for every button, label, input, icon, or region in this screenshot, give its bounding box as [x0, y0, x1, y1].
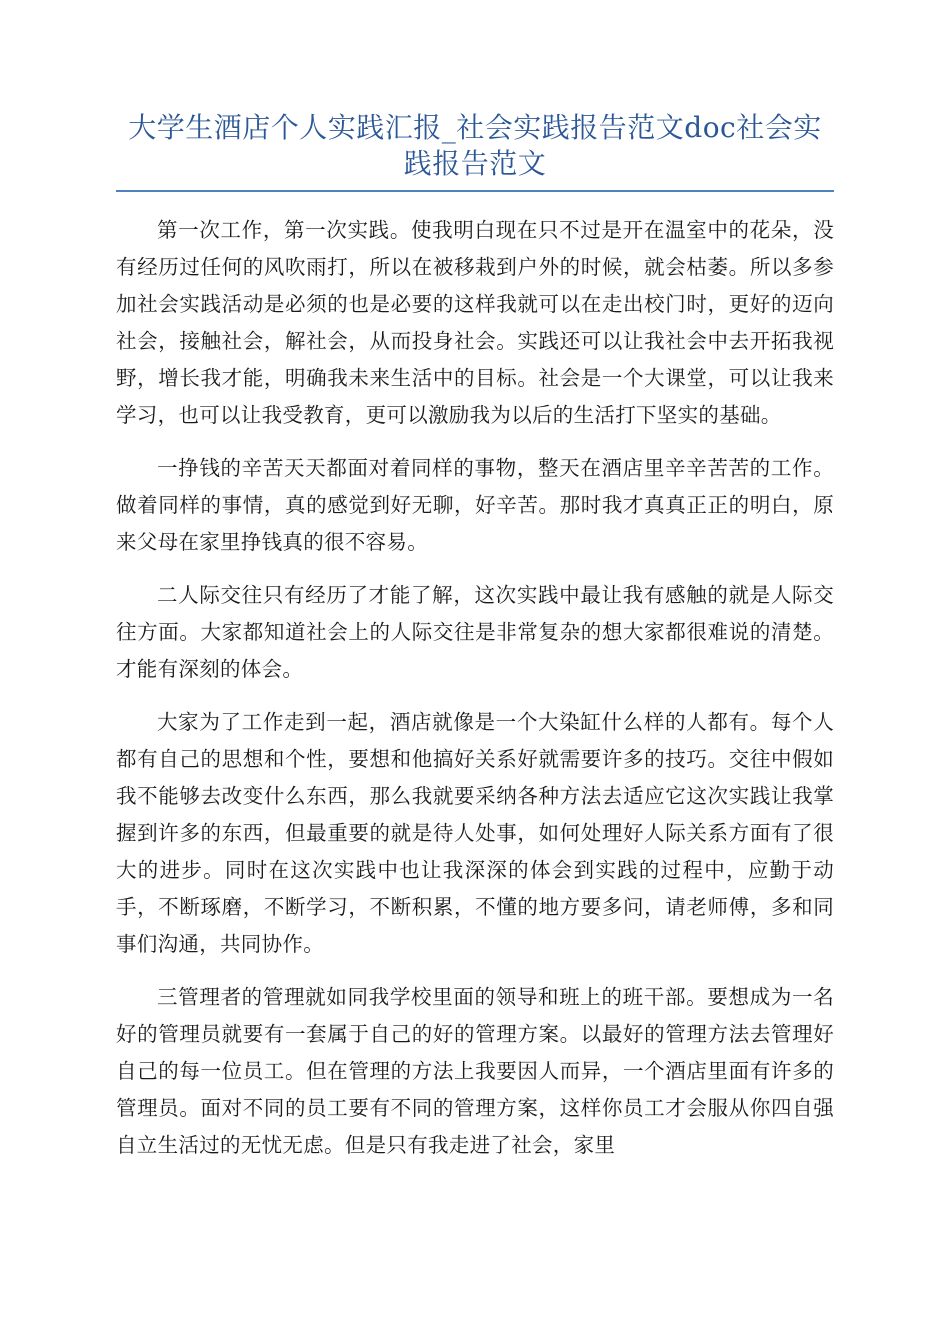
document-title: 大学生酒店个人实践汇报_社会实践报告范文doc社会实践报告范文 — [116, 110, 834, 192]
document-page — [116, 110, 834, 1180]
paragraph-2: 一挣钱的辛苦天天都面对着同样的事物，整天在酒店里辛辛苦苦的工作。做着同样的事情，真的感觉到好无聊，好辛苦。那时我才真真正正的明白，原来父母在家里挣钱真的很不容易。 — [116, 456, 834, 554]
paragraph-3: 二人际交往只有经历了才能了解，这次实践中最让我有感触的就是人际交往方面。大家都知道社会上的人际交往是非常复杂的想大家都很难说的清楚。才能有深刻的体会。 — [116, 583, 834, 681]
paragraph-5: 三管理者的管理就如同我学校里面的领导和班上的班干部。要想成为一名好的管理员就要有一套属于自己的好的管理方案。以最好的管理方法去管理好自己的每一位员工。但在管理的方法上我要因人而异，一个酒店里面有许多的管理员。面对不同的员工要有不同的管理方案，这样你员工才会服从你四自强自立生活过的无忧无虑。但是只有我走进了社会，家里 — [116, 985, 834, 1157]
document-body — [116, 212, 834, 1164]
paragraph-4: 大家为了工作走到一起，酒店就像是一个大染缸什么样的人都有。每个人都有自己的思想和个性，要想和他搞好关系好就需要许多的技巧。交往中假如我不能够去改变什么东西，那么我就要采纳各种方法去适应它这次实践让我掌握到许多的东西，但最重要的就是待人处事，如何处理好人际关系方面有了很大的进步。同时在这次实践中也让我深深的体会到实践的过程中，应勤于动手，不断琢磨，不断学习，不断积累，不懂的地方要多问，请老师傅，多和同事们沟通，共同协作。 — [116, 710, 834, 956]
paragraph-1: 第一次工作，第一次实践。使我明白现在只不过是开在温室中的花朵，没有经历过任何的风吹雨打，所以在被移栽到户外的时候，就会枯萎。所以多参加社会实践活动是必须的也是必要的这样我就可以在走出校门时，更好的迈向社会，接触社会，解社会，从而投身社会。实践还可以让我社会中去开拓我视野，增长我才能，明确我未来生活中的目标。社会是一个大课堂，可以让我来学习，也可以让我受教育，更可以激励我为以后的生活打下坚实的基础。 — [116, 218, 834, 427]
